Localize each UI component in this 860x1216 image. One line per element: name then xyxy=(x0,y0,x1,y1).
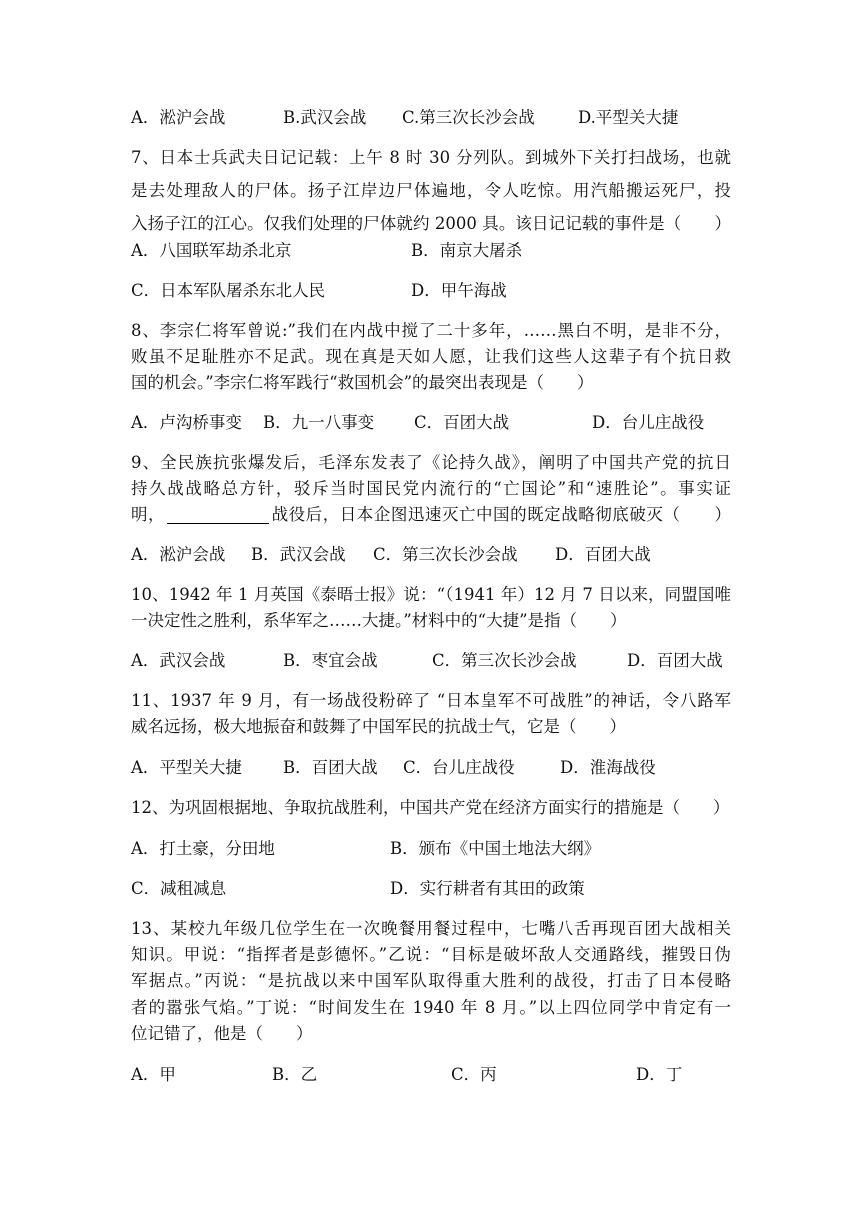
q12-stem-line: 12、为巩固根据地、争取抗战胜利，中国共产党在经济方面实行的措施是（ ） xyxy=(131,798,730,817)
q6-option-b: B.武汉会战 xyxy=(283,108,367,127)
q11-option-b: B．百团大战 xyxy=(283,758,378,777)
q9-option-d: D．百团大战 xyxy=(555,545,651,564)
q8-stem-line: 8、李宗仁将军曾说:”我们在内战中搅了二十多年，……黑白不明，是非不分， xyxy=(131,321,731,340)
fill-in-blank[interactable] xyxy=(167,505,269,524)
q11-stem-line: 11、1937 年 9 月，有一场战役粉碎了 “日本皇军不可战胜”的神话，令八路军 xyxy=(131,691,731,710)
q9-option-b: B．武汉会战 xyxy=(251,545,346,564)
q10-stem-line: 10、1942 年 1 月英国《泰晤士报》说：“（1941 年）12 月 7 日以来，同盟国唯 xyxy=(131,585,731,604)
q6-option-a: A．淞沪会战 xyxy=(131,108,226,127)
q7-option-c: C．日本军队屠杀东北人民 xyxy=(131,281,326,300)
q7-stem-line: 7、日本士兵武夫日记记载：上午 8 时 30 分列队。到城外下关打扫战场，也就 xyxy=(131,148,731,167)
q9-option-a: A．淞沪会战 xyxy=(131,545,226,564)
q13-stem-line: 位记错了，他是（ ） xyxy=(131,1024,313,1043)
q7-option-a: A．八国联军劫杀北京 xyxy=(131,241,292,260)
q10-option-a: A．武汉会战 xyxy=(131,651,226,670)
q13-stem-line: 者的嚣张气焰。”丁说：“时间发生在 1940 年 8 月。”以上四位同学中肯定有一 xyxy=(131,998,731,1017)
q9-option-c: C．第三次长沙会战 xyxy=(373,545,518,564)
q8-option-d: D．台儿庄战役 xyxy=(592,413,705,432)
q8-option-c: C．百团大战 xyxy=(414,413,510,432)
q6-option-d: D.平型关大捷 xyxy=(578,108,679,127)
q8-option-a: A．卢沟桥事变 xyxy=(131,413,242,432)
q11-option-a: A．平型关大捷 xyxy=(131,758,242,777)
q10-option-d: D．百团大战 xyxy=(627,651,723,670)
q11-stem-line: 威名远扬，极大地振奋和鼓舞了中国军民的抗战士气，它是（ ） xyxy=(131,717,626,736)
q9-stem-line: 持久战战略总方针，驳斥当时国民党内流行的“亡国论”和“速胜论”。事实证 xyxy=(131,479,731,498)
q7-option-b: B．南京大屠杀 xyxy=(411,241,523,260)
q10-option-b: B．枣宜会战 xyxy=(283,651,378,670)
q13-stem-line: 军据点。”丙说：“是抗战以来中国军队取得重大胜利的战役，打击了日本侵略 xyxy=(131,971,731,990)
q13-option-c: C．丙 xyxy=(451,1065,497,1084)
q7-stem-line: 是去处理敌人的尸体。扬子江岸边尸体遍地，令人吃惊。用汽船搬运死尸，投 xyxy=(131,181,731,200)
q12-option-a: A．打土豪，分田地 xyxy=(131,839,275,858)
q7-stem-line: 入扬子江的江心。仅我们处理的尸体就约 2000 具。该日记记载的事件是（ ） xyxy=(131,214,731,233)
q7-option-d: D．甲午海战 xyxy=(411,281,507,300)
q8-option-b: B．九一八事变 xyxy=(263,413,375,432)
q11-option-c: C．台儿庄战役 xyxy=(403,758,515,777)
q12-option-d: D．实行耕者有其田的政策 xyxy=(390,879,585,898)
q9-stem-line: 9、全民族抗张爆发后，毛泽东发表了《论持久战》，阐明了中国共产党的抗日 xyxy=(131,453,731,472)
q6-option-c: C.第三次长沙会战 xyxy=(402,108,535,127)
q13-option-a: A．甲 xyxy=(131,1065,176,1084)
q10-stem-line: 一决定性之胜利，系华军之……大捷。”材料中的“大捷”是指（ ） xyxy=(131,611,627,630)
q12-option-c: C．减租减息 xyxy=(131,879,227,898)
q9-stem-line xyxy=(131,498,731,531)
q10-option-c: C．第三次长沙会战 xyxy=(432,651,577,670)
q8-stem-line: 国的机会。”李宗仁将军践行“救国机会”的最突出表现是（ ） xyxy=(131,373,594,392)
q13-option-b: B．乙 xyxy=(272,1065,318,1084)
q11-option-d: D．淮海战役 xyxy=(560,758,656,777)
q9-last-suffix: 战役后，日本企图迅速灭亡中国的既定战略彻底破灭（ ） xyxy=(271,505,732,524)
q9-last-prefix: 明， xyxy=(131,505,166,524)
q12-option-b: B．颁布《中国土地法大纲》 xyxy=(390,839,601,858)
q13-stem-line: 知识。甲说：“指挥者是彭德怀。”乙说：“目标是破坏敌人交通路线，摧毁日伪 xyxy=(131,945,731,964)
q8-stem-line: 败虽不足耻胜亦不足武。现在真是天如人愿，让我们这些人这辈子有个抗日救 xyxy=(131,347,731,366)
q13-option-d: D．丁 xyxy=(636,1065,683,1084)
q13-stem-line: 13、某校九年级几位学生在一次晚餐用餐过程中，七嘴八舌再现百团大战相关 xyxy=(131,919,731,938)
